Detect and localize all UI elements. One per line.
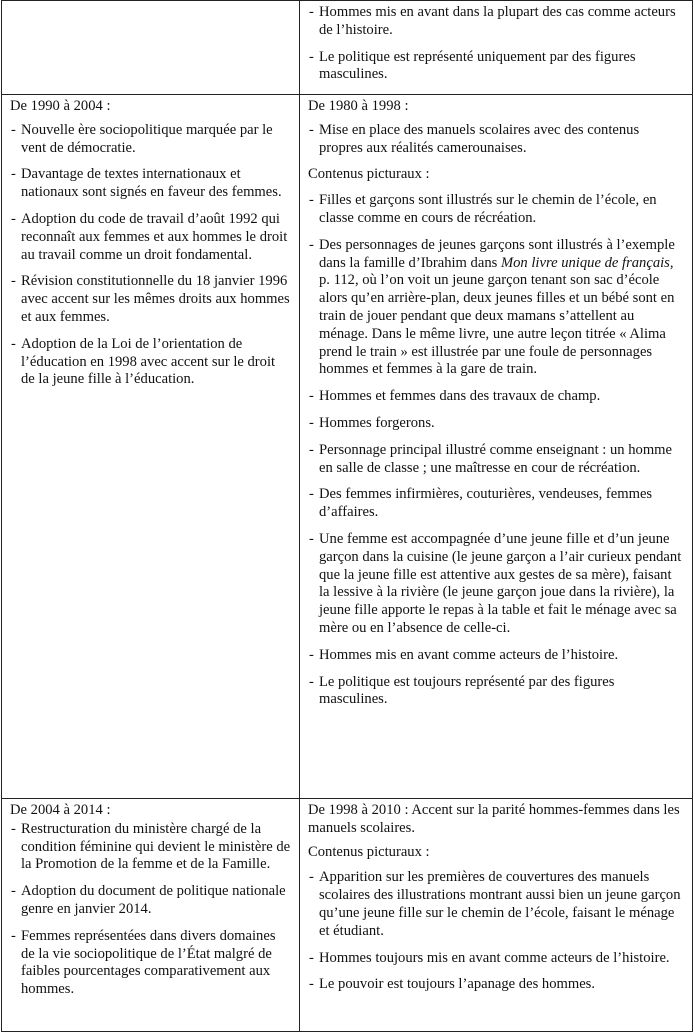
period-heading: De 2004 à 2014 : [10, 802, 111, 818]
list-item: - Hommes forgerons. [308, 415, 684, 433]
list-item: - Adoption de la Loi de l’orientation de l’éducation en 1998 avec accent sur le droit de la jeune fille à l’éducation. [10, 336, 291, 389]
list-item: - Hommes et femmes dans des travaux de champ. [308, 388, 684, 406]
list-item-rich [308, 237, 684, 379]
right-cell-row-1 [300, 1, 693, 95]
bullet-list [308, 869, 684, 994]
text-span: , p. 112, où l’on voit un jeune garçon tenant son sac d’école alors qu’en arrière-plan, deux jeunes filles et un bébé sont en train de jouer pendant que deux mamans s’attellent au ménage. Dans le même livre, une autre leçon titrée « Alima prend le train » est illustrée par une foule de personnages hommes et femmes à la gare de train. [319, 254, 675, 378]
list-item: - Nouvelle ère sociopolitique marquée par le vent de démocratie. [10, 122, 291, 158]
right-cell-row-2 [300, 95, 693, 799]
period-heading: De 1998 à 2010 : Accent sur la parité hommes-femmes dans les manuels scolaires. [308, 802, 680, 836]
list-item: - Une femme est accompagnée d’une jeune fille et d’un jeune garçon dans la cuisine (le jeune garçon a l’air curieux pendant que la jeune fille est attentive aux gestes de sa mère), faisant la lessive à la rivière (le jeune garçon joue dans la rivière), la jeune fille apporte le repas à la table et fait le ménage avec sa mère ou en l’absence de celle-ci. [308, 531, 684, 638]
comparison-table [1, 0, 693, 1032]
list-item: - Davantage de textes internationaux et nationaux sont signés en faveur des femmes. [10, 166, 291, 202]
right-cell-row-3 [300, 799, 693, 1032]
book-title: Mon livre unique de français [500, 254, 670, 271]
table-row [2, 799, 693, 1032]
list-item: - Adoption du document de politique nationale genre en janvier 2014. [10, 883, 291, 919]
list-item: - Femmes représentées dans divers domaines de la vie sociopolitique de l’État malgré de faibles pourcentages comparativement aux hommes. [10, 928, 291, 999]
bullet-list [308, 192, 684, 709]
list-item: - Le politique est représenté uniquement par des figures masculines. [308, 49, 684, 85]
bullet-list [10, 122, 291, 389]
left-cell-row-1 [2, 1, 300, 95]
bullet-list [308, 122, 684, 158]
list-item: - Mise en place des manuels scolaires avec des contenus propres aux réalités camerounaises. [308, 122, 684, 158]
subheading: Contenus picturaux : [308, 166, 430, 183]
list-item: - Des femmes infirmières, couturières, vendeuses, femmes d’affaires. [308, 486, 684, 522]
list-item: - Personnage principal illustré comme enseignant : un homme en salle de classe ; une maîtresse en cour de récréation. [308, 442, 684, 478]
period-heading: De 1990 à 2004 : [10, 98, 111, 114]
table-row [2, 1, 693, 95]
subheading: Contenus picturaux : [308, 843, 430, 860]
list-item: - Restructuration du ministère chargé de la condition féminine qui devient le ministère de la Promotion de la femme et de la Famille. [10, 821, 291, 874]
list-item: - Hommes mis en avant comme acteurs de l’histoire. [308, 647, 684, 665]
left-cell-row-3 [2, 799, 300, 1032]
table-row [2, 95, 693, 799]
list-item: - Révision constitutionnelle du 18 janvier 1996 avec accent sur les mêmes droits aux hommes et aux femmes. [10, 273, 291, 326]
list-item: - Filles et garçons sont illustrés sur le chemin de l’école, en classe comme en cours de récréation. [308, 192, 684, 228]
list-item: - Hommes toujours mis en avant comme acteurs de l’histoire. [308, 950, 684, 968]
text-span: Des personnages de jeunes garçons sont illustrés à l’exemple dans la famille d’Ibrahim dans [319, 236, 675, 271]
bullet-list [10, 821, 291, 999]
list-item: - Hommes mis en avant dans la plupart des cas comme acteurs de l’histoire. [308, 4, 684, 40]
list-item: - Apparition sur les premières de couvertures des manuels scolaires des illustrations montrant aussi bien un jeune garçon qu’une jeune fille sur le chemin de l’école, faisant le ménage et étudiant. [308, 869, 684, 940]
list-item: - Le politique est toujours représenté par des figures masculines. [308, 674, 684, 710]
list-item: - Adoption du code de travail d’août 1992 qui reconnaît aux femmes et aux hommes le droit au travail comme un droit fondamental. [10, 211, 291, 264]
period-heading: De 1980 à 1998 : [308, 98, 409, 114]
left-cell-row-2 [2, 95, 300, 799]
bullet-list [308, 4, 684, 84]
list-item: - Le pouvoir est toujours l’apanage des hommes. [308, 976, 684, 994]
